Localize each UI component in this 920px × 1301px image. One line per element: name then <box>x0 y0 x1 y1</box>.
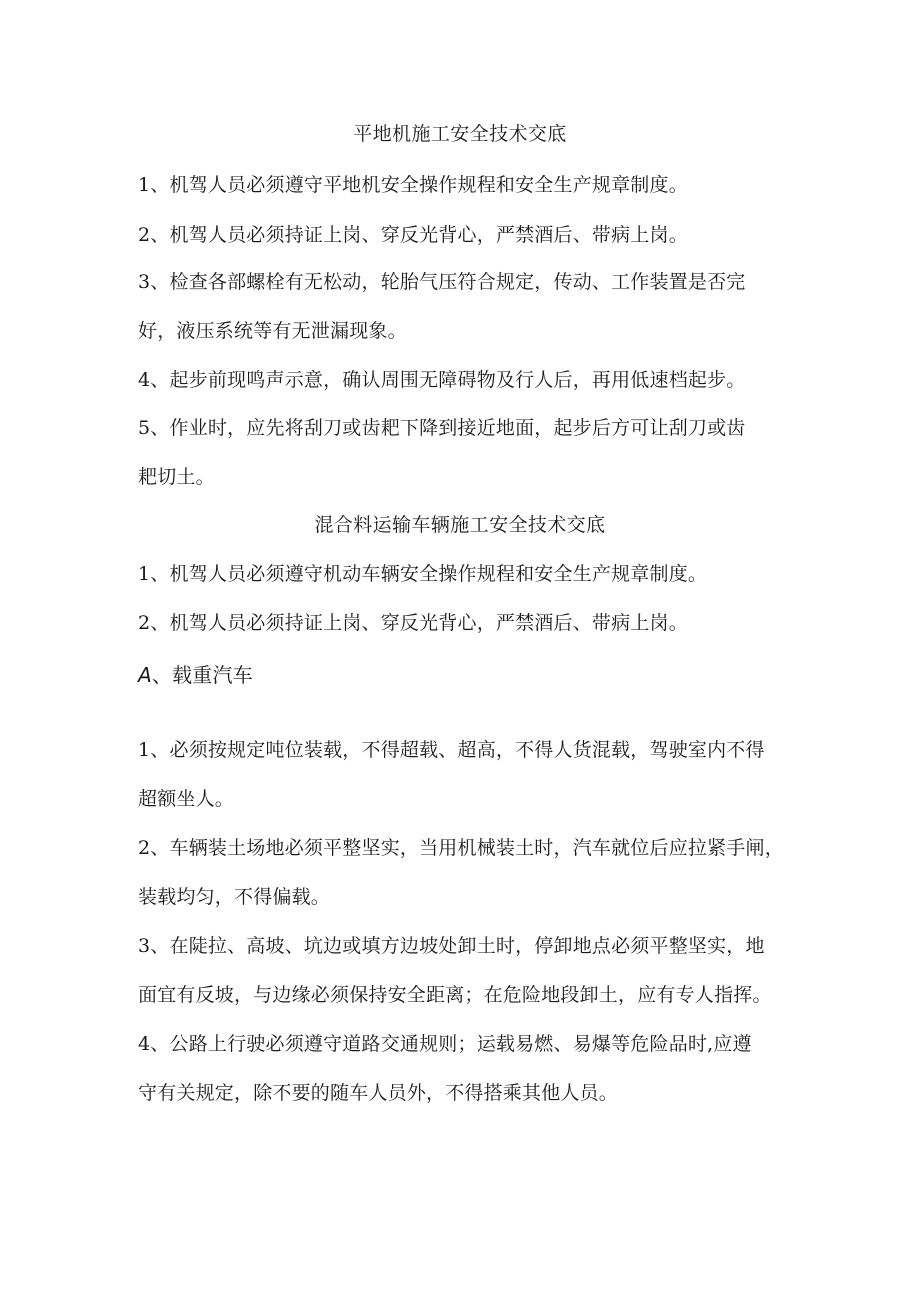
subsection-letter: A <box>138 663 152 687</box>
section2-item-line-5: 3、在陡拉、高坡、坑边或填方边坡处卸土时，停卸地点必须平整坚实，地 <box>138 935 765 957</box>
section2-title: 混合料运输车辆施工安全技术交底 <box>314 514 606 536</box>
section2-line-2: 2、机驾人员必须持证上岗、穿反光背心，严禁酒后、带病上岗。 <box>138 612 688 634</box>
section2-item-line-6: 面宜有反坡，与边缘必须保持安全距离；在危险地段卸土，应有专人指挥。 <box>138 984 772 1006</box>
subsection-heading <box>138 662 253 688</box>
section2-item-line-4: 装载均匀，不得偏载。 <box>138 886 331 908</box>
section2-item-line-7: 4、公路上行驶必须遵守道路交通规则；运载易燃、易爆等危险品时,应遵 <box>138 1033 752 1055</box>
subsection-label: 、载重汽车 <box>151 663 253 687</box>
section2-item-line-3: 2、车辆装土场地必须平整坚实，当用机械装土时，汽车就位后应拉紧手闸， <box>138 837 784 859</box>
section1-line-3: 3、检查各部螺栓有无松动，轮胎气压符合规定，传动、工作装置是否完 <box>138 271 746 293</box>
section2-item-line-8: 守有关规定，除不要的随车人员外，不得搭乘其他人员。 <box>138 1082 619 1104</box>
section1-line-5: 4、起步前现鸣声示意，确认周围无障碍物及行人后，再用低速档起步。 <box>138 369 746 391</box>
section1-line-1: 1、机驾人员必须遵守平地机安全操作规程和安全生产规章制度。 <box>138 174 688 196</box>
section2-item-line-2: 超额坐人。 <box>138 788 235 810</box>
section1-title: 平地机施工安全技术交底 <box>353 123 567 145</box>
section2-line-1: 1、机驾人员必须遵守机动车辆安全操作规程和安全生产规章制度。 <box>138 563 708 585</box>
section1-line-7: 耙切土。 <box>138 466 215 488</box>
section1-line-6: 5、作业时，应先将刮刀或齿耙下降到接近地面，起步后方可让刮刀或齿 <box>138 417 746 439</box>
section2-item-line-1: 1、必须按规定吨位装载，不得超载、超高，不得人货混载，驾驶室内不得 <box>138 739 765 761</box>
section1-line-2: 2、机驾人员必须持证上岗、穿反光背心，严禁酒后、带病上岗。 <box>138 224 688 246</box>
section1-line-4: 好，液压系统等有无泄漏现象。 <box>138 320 407 342</box>
